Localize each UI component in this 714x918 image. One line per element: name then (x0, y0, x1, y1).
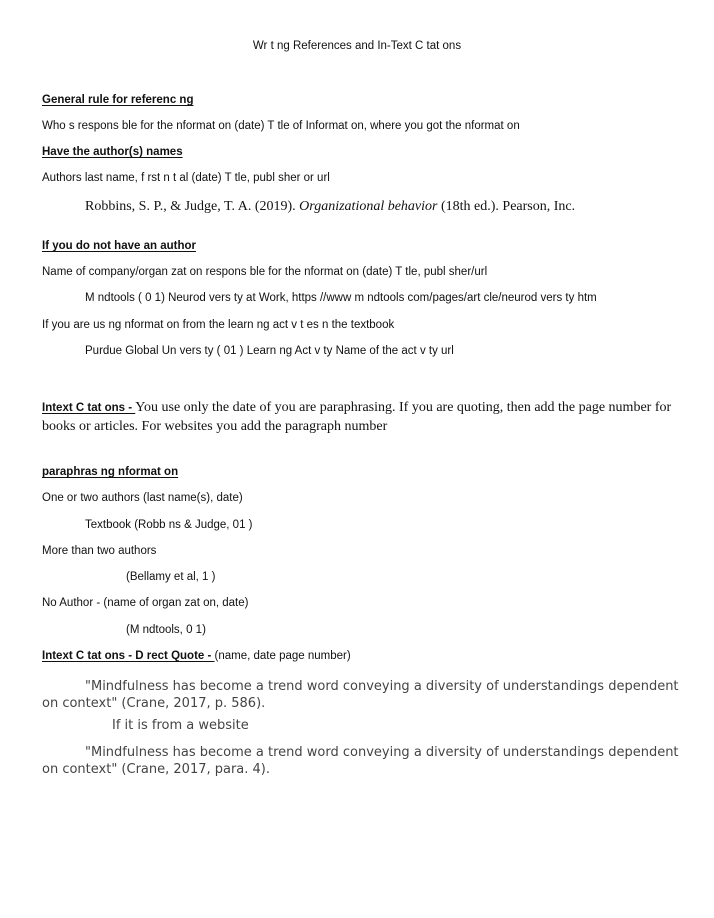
no-author-format: Name of company/organ zat on respons ble for the nformat on (date) T tle, publ sher/url (42, 266, 488, 278)
no-author-paraphrase-example: (M ndtools, 0 1) (126, 624, 206, 636)
no-author-paraphrase-text: No Author - (name of organ zat on, date) (42, 597, 249, 609)
example-edition: (18th ed.). Pearson, Inc. (437, 199, 576, 214)
more-authors-text: More than two authors (42, 545, 157, 557)
author-names-heading: Have the author(s) names (42, 146, 183, 158)
intext-citations-text: You use only the date of you are paraphrasing. If you are quoting, then add the page number for books or articles. For websites you add the paragraph number (42, 400, 672, 434)
quote-example-page: "Mindfulness has become a trend word conveying a diversity of understandings dependent on context" (Crane, 2017, p. 586). (42, 679, 679, 711)
no-author-heading: If you do not have an author (42, 240, 196, 252)
direct-quote-format: (name, date page number) (214, 650, 351, 662)
intext-citations-heading: Intext C tat ons - (42, 402, 136, 414)
intext-citations-paragraph (42, 398, 682, 435)
general-rule-heading: General rule for referenc ng (42, 94, 194, 106)
direct-quote-heading: Intext C tat ons - D rect Quote - (42, 650, 215, 662)
learning-activity-text: If you are us ng nformat on from the learn ng act v t es n the textbook (42, 319, 395, 331)
no-author-example: M ndtools ( 0 1) Neurod vers ty at Work, https //www m ndtools com/pages/art cle/neurod vers ty htm (85, 292, 597, 304)
author-names-format: Authors last name, f rst n t al (date) T tle, publ sher or url (42, 172, 330, 184)
general-rule-text: Who s respons ble for the nformat on (date) T tle of Informat on, where you got the nformat on (42, 120, 520, 132)
one-two-authors-text: One or two authors (last name(s), date) (42, 492, 243, 504)
direct-quote-line (42, 650, 351, 662)
one-two-authors-example: Textbook (Robb ns & Judge, 01 ) (85, 519, 253, 531)
author-reference-example (85, 199, 575, 215)
example-authors: Robbins, S. P., & Judge, T. A. (2019). (85, 199, 300, 214)
learning-activity-example: Purdue Global Un vers ty ( 01 ) Learn ng Act v ty Name of the act v ty url (85, 345, 454, 357)
website-label: If it is from a website (112, 718, 249, 733)
more-authors-example: (Bellamy et al, 1 ) (126, 571, 216, 583)
paraphrasing-heading: paraphras ng nformat on (42, 466, 179, 478)
page-title: Wr t ng References and In-Text C tat ons (252, 40, 462, 52)
quote-example-website: "Mindfulness has become a trend word conveying a diversity of understandings dependent on context" (Crane, 2017, para. 4). (42, 745, 679, 777)
example-book-title: Organizational behavior (299, 199, 438, 214)
